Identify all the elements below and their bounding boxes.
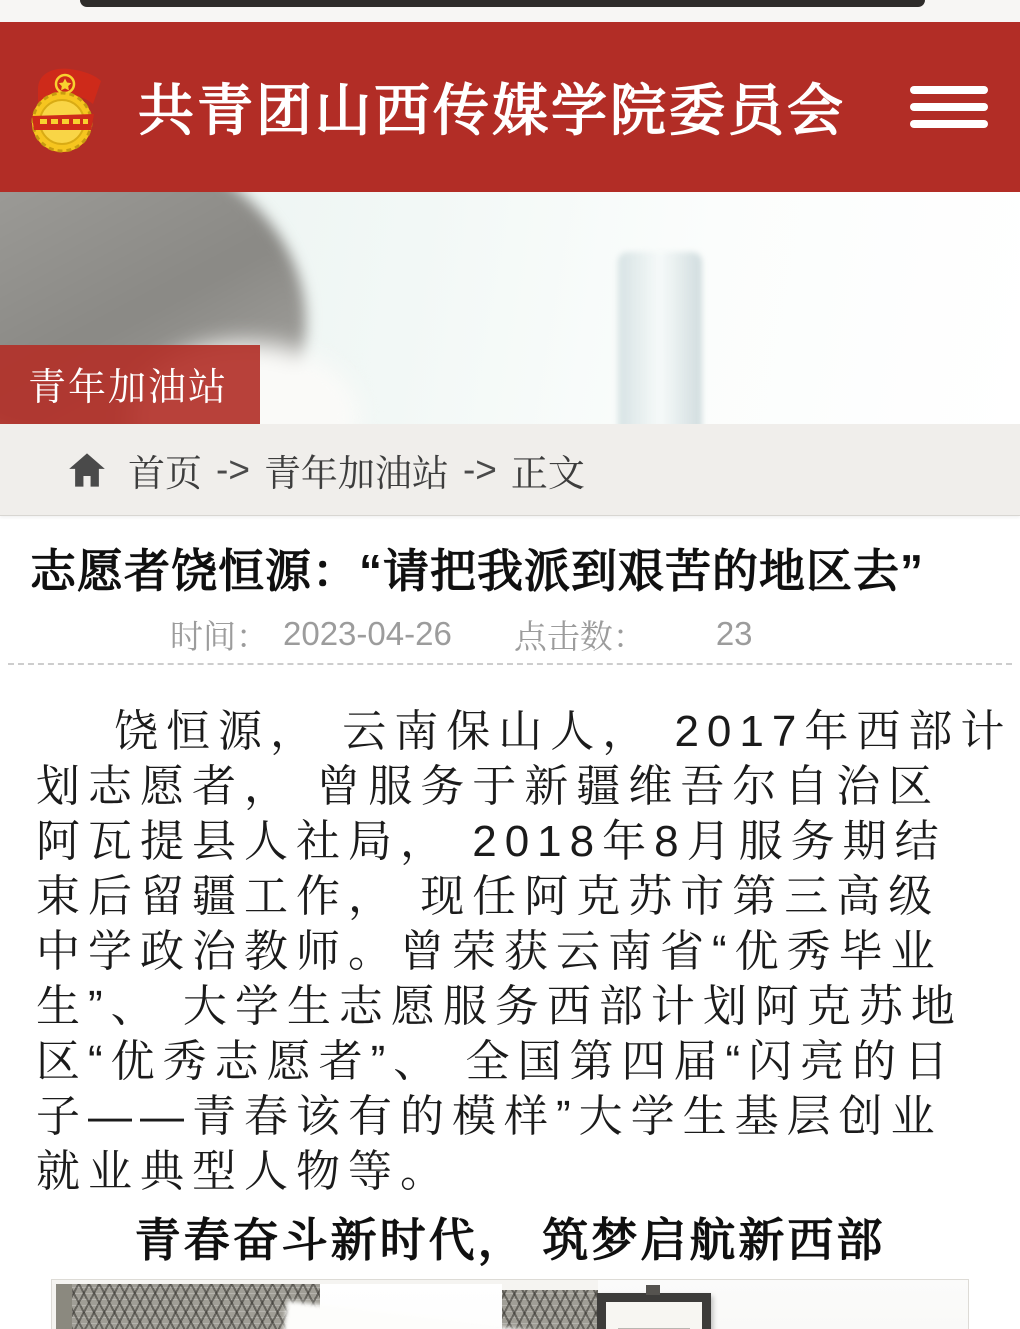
breadcrumb-current: 正文 <box>510 452 585 494</box>
site-header <box>0 22 1020 192</box>
hamburger-bar <box>910 120 988 128</box>
time-label: 时间： <box>170 617 269 655</box>
site-brand-link[interactable] <box>0 59 846 155</box>
hamburger-bar <box>910 86 988 94</box>
hamburger-menu-icon[interactable] <box>910 86 988 128</box>
breadcrumb-separator: -> <box>216 448 250 490</box>
body-line: 饶恒源， 云南保山人， 2017年西部计 <box>114 707 1013 756</box>
clicks-value: 23 <box>715 615 753 652</box>
breadcrumb <box>0 424 1020 516</box>
article-subtitle: 青春奋斗新时代， 筑梦启航新西部 <box>134 1214 886 1266</box>
article <box>0 542 1020 1329</box>
top-status-strip <box>0 0 1020 22</box>
body-line: 划志愿者， 曾服务于新疆维吾尔自治区 <box>36 762 941 811</box>
body-line: 阿瓦提县人社局， 2018年8月服务期结 <box>36 817 947 866</box>
dashed-divider <box>8 663 1012 665</box>
body-line: 束后留疆工作， 现任阿克苏市第三高级 <box>36 872 941 921</box>
category-label[interactable]: 青年加油站 <box>0 345 260 424</box>
article-content-image <box>51 1279 969 1329</box>
body-line: 就业典型人物等。 <box>36 1147 452 1196</box>
site-title: 共青团山西传媒学院委员会 <box>138 79 846 142</box>
article-title: 志愿者饶恒源：“请把我派到艰苦的地区去” <box>30 545 924 597</box>
image-window-mesh <box>72 1284 320 1329</box>
breadcrumb-category[interactable]: 青年加油站 <box>263 452 449 494</box>
window-top-bar <box>80 0 925 7</box>
breadcrumb-separator: -> <box>462 448 497 490</box>
breadcrumb-home[interactable]: 首页 <box>128 452 202 494</box>
article-body <box>36 704 1013 1199</box>
image-certificate-frame <box>597 1293 711 1329</box>
body-line: 区“优秀志愿者”、 全国第四届“闪亮的日 <box>36 1037 957 1086</box>
body-line: 生”、 大学生志愿服务西部计划阿克苏地 <box>36 982 963 1031</box>
communist-youth-league-emblem-icon <box>24 59 104 155</box>
banner-photo <box>0 192 1020 424</box>
body-line: 中学政治教师。曾荣获云南省“优秀毕业 <box>36 927 943 976</box>
image-frame-hanger <box>646 1285 660 1295</box>
article-meta <box>36 614 984 654</box>
clicks-label: 点击数： <box>513 617 646 655</box>
image-window-mesh <box>502 1290 598 1329</box>
home-icon[interactable] <box>68 452 106 488</box>
hamburger-bar <box>910 103 988 111</box>
banner-shape-glass <box>618 252 702 424</box>
time-value: 2023-04-26 <box>283 615 452 652</box>
body-line: 子——青春该有的模样”大学生基层创业 <box>36 1092 943 1141</box>
